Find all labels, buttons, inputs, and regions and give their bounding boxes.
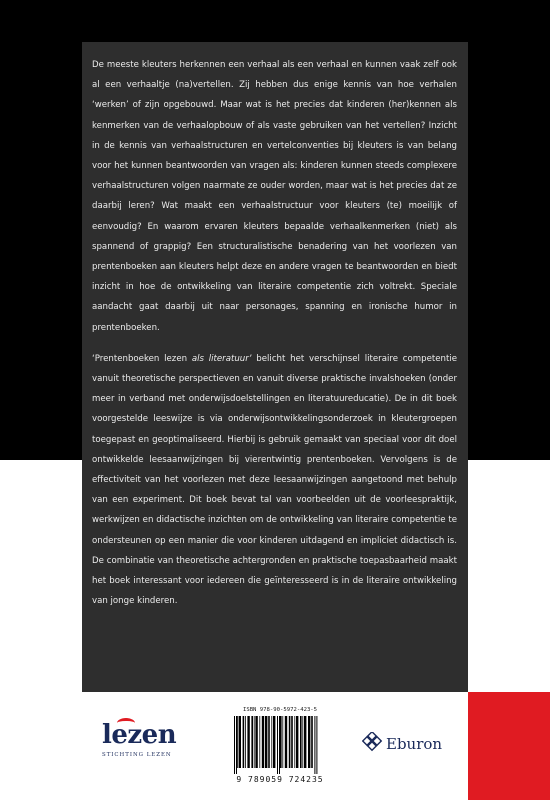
- lezen-swoosh-icon: [117, 718, 135, 728]
- blurb-paragraph-2-rest: belicht het verschijnsel literaire competentie vanuit theoretische perspectieven en vanuit diverse praktische invalshoeken (onder meer in verband met onderwijsdoelstellingen en literatuureducatie). De in dit boek voorgestelde leeswijze is via onderwijsontwikkelingsonderzoek in kleutergroepen toegepast en geoptimaliseerd. Hierbij is gebruik gemaakt van speciaal voor dit doel ontwikkelde leesaanwijzingen bij vierentwintig prentenboeken. Vervolgens is de effectiviteit van het voorlezen met deze leesaanwijzingen aangetoond met behulp van een experiment. Dit boek bevat tal van voorbeelden uit de voorleespraktijk, werkwijzen en didactische inzichten om de ontwikkeling van literaire competentie te ondersteunen op een manier die voor kinderen uitdagend en impliciet didactisch is. De combinatie van theoretische achtergronden en praktische toepasbaarheid maakt het boek interessant voor iedereen die geïnteresseerd is in de literaire ontwikkeling van jonge kinderen.: [92, 353, 458, 607]
- blurb-paragraph-2-start: ‘Prentenboeken lezen: [92, 353, 192, 364]
- back-cover-footer: [82, 692, 468, 800]
- barcode-digits: 9 789059 724235: [236, 775, 324, 784]
- eburon-diamond-icon: [362, 732, 384, 754]
- back-cover-blurb-panel: [82, 42, 468, 692]
- eburon-logo: [362, 732, 462, 762]
- isbn-barcode: [228, 706, 332, 792]
- eburon-logo-text: Eburon: [386, 735, 443, 753]
- lezen-logo-subtitle: STICHTING LEZEN: [102, 752, 172, 758]
- stichting-lezen-logo: [102, 722, 182, 772]
- blurb-paragraph-1: De meeste kleuters herkennen een verhaal als een verhaal en kunnen vaak zelf ook al een verhaaltje (na)vertellen. Zij hebben dus enige kennis van hoe verhalen ‘werken’ of zijn opgebouwd. Maar wat is het precies dat kinderen (her)kennen als kenmerken van de verhaalopbouw of als vaste gebruiken van het vertellen? Inzicht in de kennis van verhaalstructuren en vertelconventies bij kleuters is van belang voor het kunnen beantwoorden van vragen als: kinderen kunnen steeds complexere verhaalstructuren volgen naarmate ze ouder worden, maar wat is het precies dat ze daarbij leren? Wat maakt een verhaalstructuur voor kleuters (te) moeilijk of eenvoudig? En waarom ervaren kleuters bepaalde verhaalkenmerken (niet) als spannend of grappig? Een structuralistische benadering van het voorlezen van prentenboeken aan kleuters helpt deze en andere vragen te beantwoorden en biedt inzicht in hoe de ontwikkeling van literaire competentie zich voltrekt. Speciale aandacht gaat daarbij uit naar personages, spanning en ironische humor in prentenboeken.: [92, 60, 457, 333]
- isbn-text: ISBN 978-90-5972-423-5: [242, 707, 318, 713]
- lezen-logo-text: lezen: [102, 720, 177, 750]
- red-accent-block: [468, 692, 550, 800]
- lezen-logo-word: [102, 722, 182, 748]
- blurb-paragraph-2-italic-title: als literatuur’: [191, 353, 252, 364]
- blurb-paragraph-2: [92, 349, 457, 612]
- barcode-icon: [232, 716, 328, 774]
